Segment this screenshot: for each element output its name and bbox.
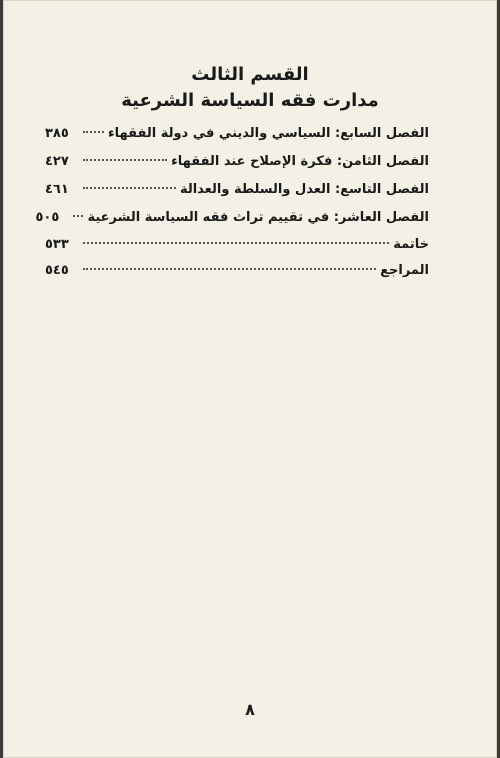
book-page [3,0,497,758]
toc-entry-title: الفصل الثامن: فكرة الإصلاح عند الفقهاء [171,154,429,169]
section-subtitle: مدارت فقه السياسة الشرعية [121,90,379,111]
toc-entry-page: ٥٤٥ [45,263,69,278]
toc-entry-page: ٣٨٥ [45,126,69,141]
toc-entry-title: خاتمة [393,237,429,252]
toc-entry-references [45,258,429,284]
toc-leader-dots [83,159,167,161]
toc-entry-title: الفصل العاشر: في تقييم تراث فقه السياسة الشرعية [87,210,429,225]
toc-entry-title: المراجع [380,263,429,278]
toc-entry-title: الفصل التاسع: العدل والسلطة والعدالة [179,182,429,197]
toc-entry-page: ٤٦١ [45,182,69,197]
toc-leader-dots [83,187,176,189]
toc-entry-chapter-9 [45,176,429,204]
toc-entry-chapter-10 [35,204,429,232]
toc-entry-page: ٥٣٣ [45,237,69,252]
toc-leader-dots [83,131,104,133]
toc-entry-chapter-7 [45,120,429,148]
toc-entry-conclusion [45,232,429,258]
page-number: ٨ [245,700,255,719]
section-header [3,62,497,114]
toc-leader-dots [83,268,376,270]
toc-entry-page: ٤٢٧ [45,154,69,169]
toc-entry-title: الفصل السابع: السياسي والديني في دولة الفقهاء [108,126,429,141]
section-title: القسم الثالث [191,64,309,85]
toc-entry-page: ٥٠٥ [35,210,60,225]
toc-leader-dots [83,242,389,244]
table-of-contents [35,120,429,284]
toc-leader-dots [73,215,83,217]
toc-entry-chapter-8 [45,148,429,176]
